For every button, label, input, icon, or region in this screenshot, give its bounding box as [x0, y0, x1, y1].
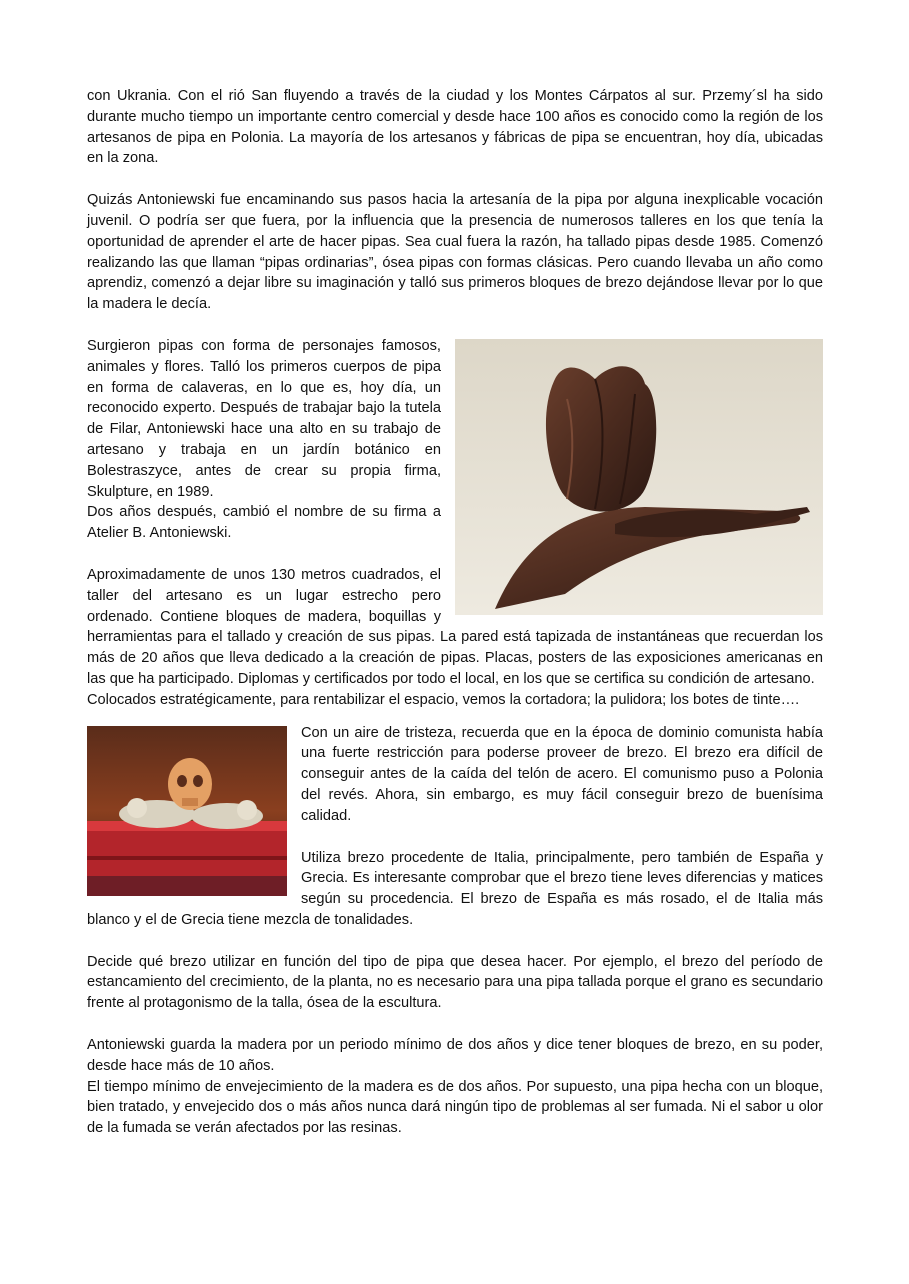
paragraph-5: Aproximadamente de unos 130 metros cuadrados, el taller del artesano es un lugar estrecho pero ordenado. Contiene bloques de madera, boquillas y herramientas para el tallado y creación de sus pipas. La pared está tapizada de instantáneas que recuerdan los más de 20 años que lleva dedicado a la creación de pipas. Placas, posters de las exposiciones americanas en las que ha participado. Diplomas y certificados por todo el local, en los que se certifica su condición de artesano. — [87, 566, 823, 687]
document-page — [87, 86, 823, 1139]
paragraph-7: Con un aire de tristeza, recuerda que en la época de dominio comunista había una fuerte restricción para poderse proveer de brezo. El brezo era difícil de conseguir antes de la caída del telón de acero. El comunismo puso a Polonia del revés. Ahora, sin embargo, es muy fácil conseguir brezo de buenísima calidad. — [301, 724, 823, 824]
paragraph-6: Colocados estratégicamente, para rentabilizar el espacio, vemos la cortadora; la pulidora; los botes de tinte…. — [87, 691, 800, 708]
paragraph-1: con Ukrania. Con el rió San fluyendo a través de la ciudad y los Montes Cárpatos al sur. Przemy´sl ha sido durante mucho tiempo un importante centro comercial y desde hace 100 años es conocido como la región de los artesanos de pipa en Polonia. La mayoría de los artesanos y fábricas de pipa se encuentran, hoy día, ubicadas en la zona. — [87, 88, 823, 167]
skull-pipe-photo — [87, 726, 287, 896]
paragraph-2: Quizás Antoniewski fue encaminando sus pasos hacia la artesanía de la pipa por alguna inexplicable vocación juvenil. O podría ser que fuera, por la influencia que la presencia de numerosos talleres en los que tenía la oportunidad de aprender el arte de hacer pipas. Sea cual fuera la razón, ha tallado pipas desde 1985. Comenzó realizando las que llaman “pipas ordinarias”, ósea pipas con formas clásicas. Pero cuando llevaba un año como aprendiz, comenzó a dejar libre su imaginación y talló sus primeros bloques de brezo dejándose llevar por lo que la madera le decía. — [87, 192, 823, 313]
tulip-pipe-photo — [455, 339, 823, 615]
paragraph-8: Utiliza brezo procedente de Italia, principalmente, pero también de España y Grecia. Es interesante comprobar que el brezo tiene leves diferencias y matices según su procedencia. El brezo de España es más rosado, el de Italia más blanco y el de Grecia tiene mezcla de tonalidades. — [87, 849, 823, 928]
paragraph-10: Antoniewski guarda la madera por un periodo mínimo de dos años y dice tener bloques de brezo, en su poder, desde hace más de 10 años. — [87, 1037, 823, 1074]
paragraph-9: Decide qué brezo utilizar en función del tipo de pipa que desea hacer. Por ejemplo, el brezo del período de estancamiento del crecimiento, de la planta, no es necesario para una pipa tallada porque el grano es secundario frente al protagonismo de la talla, ósea de la escultura. — [87, 953, 823, 1012]
paragraph-3: Surgieron pipas con forma de personajes famosos, animales y flores. Talló los primeros cuerpos de pipa en forma de calaveras, en lo que es, hoy día, un reconocido experto. Después de trabajar bajo la tutela de Filar, Antoniewski hace una alto en su trabajo de artesano y trabaja en un jardín botánico en Bolestraszyce, antes de crear su propia firma, Skulpture, en 1989. — [87, 337, 441, 500]
paragraph-11: El tiempo mínimo de envejecimiento de la madera es de dos años. Por supuesto, una pipa hecha con un bloque, bien tratado, y envejecido dos o más años nunca dará ningún tipo de problemas al ser fumada. Ni el sabor u olor de la fumada se verán afectados por las resinas. — [87, 1078, 823, 1137]
paragraph-4: Dos años después, cambió el nombre de su firma a Atelier B. Antoniewski. — [87, 504, 441, 542]
